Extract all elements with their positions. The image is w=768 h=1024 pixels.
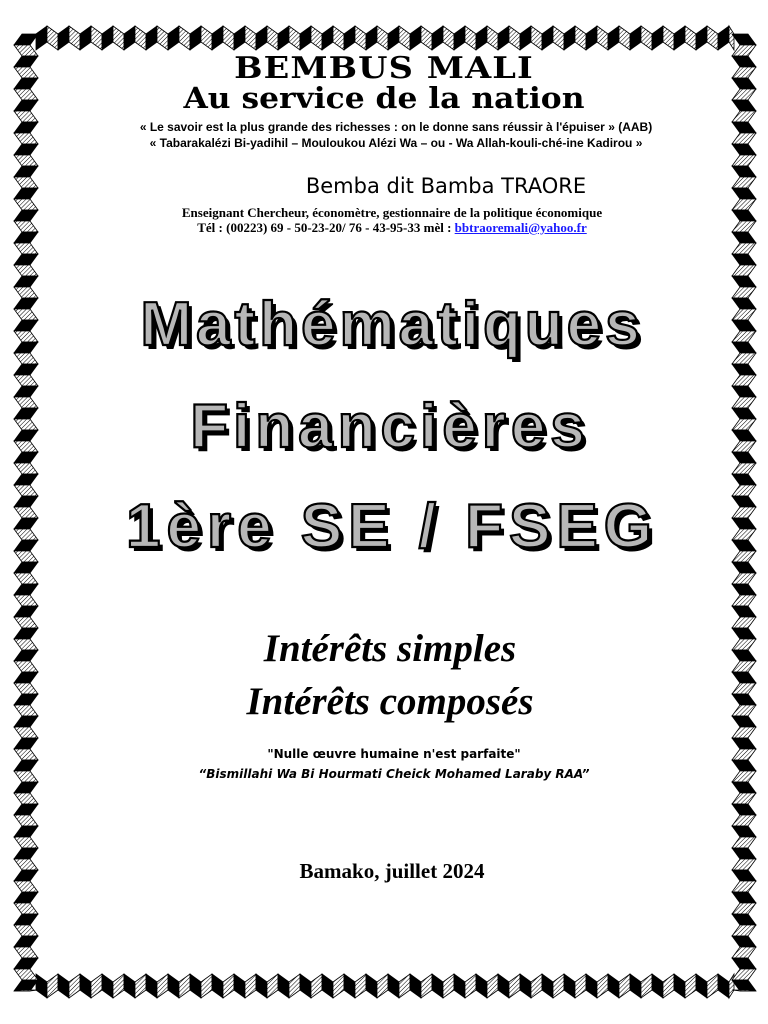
title-line-3: 1ère SE / FSEG	[126, 492, 658, 561]
border-segment	[267, 974, 278, 998]
border-segment	[102, 26, 113, 50]
border-segment	[630, 26, 641, 50]
header-quote: « Le savoir est la plus grande des richesses : on le donne sans réussir à l'épuiser » (AAB)	[139, 120, 653, 134]
border-segment	[333, 974, 344, 998]
border-segment	[14, 969, 38, 980]
border-segment	[14, 958, 38, 969]
border-segment	[707, 26, 718, 50]
border-segment	[91, 26, 102, 50]
border-segment	[732, 375, 756, 386]
border-segment	[14, 727, 38, 738]
border-segment	[124, 974, 135, 998]
border-segment	[14, 254, 38, 265]
border-segment	[256, 26, 267, 50]
border-segment	[14, 606, 38, 617]
border-segment	[179, 974, 190, 998]
border-segment	[14, 474, 38, 485]
email-link[interactable]: bbtraoremali@yahoo.fr	[454, 220, 587, 235]
border-segment	[245, 974, 256, 998]
border-segment	[14, 947, 38, 958]
border-segment	[732, 990, 756, 991]
border-segment	[190, 26, 201, 50]
border-segment	[102, 974, 113, 998]
border-segment	[212, 974, 223, 998]
border-segment	[14, 375, 38, 386]
border-segment	[476, 974, 487, 998]
border-segment	[707, 974, 718, 998]
border-segment	[732, 826, 756, 837]
border-segment	[531, 26, 542, 50]
border-segment	[14, 265, 38, 276]
border-segment	[14, 34, 38, 45]
border-segment	[69, 26, 80, 50]
border-segment	[454, 974, 465, 998]
border-segment	[597, 26, 608, 50]
border-segment	[663, 26, 674, 50]
border-segment	[520, 974, 531, 998]
border-segment	[696, 974, 707, 998]
border-segment	[388, 26, 399, 50]
border-segment	[732, 243, 756, 254]
border-segment	[168, 26, 179, 50]
border-segment	[564, 974, 575, 998]
border-segment	[685, 974, 696, 998]
border-segment	[333, 26, 344, 50]
border-segment	[732, 584, 756, 595]
border-segment	[630, 974, 641, 998]
border-segment	[732, 474, 756, 485]
border-segment	[674, 26, 685, 50]
border-segment	[399, 974, 410, 998]
border-segment	[201, 26, 212, 50]
border-segment	[223, 26, 234, 50]
contact-phone: Tél : (00223) 69 - 50-23-20/ 76 - 43-95-33 mèl :	[197, 220, 455, 235]
border-segment	[201, 974, 212, 998]
border-segment	[498, 26, 509, 50]
border-segment	[454, 26, 465, 50]
border-segment	[58, 974, 69, 998]
border-segment	[223, 974, 234, 998]
author-name: Bemba dit Bamba TRAORE	[305, 174, 587, 198]
border-segment	[311, 26, 322, 50]
border-segment	[80, 26, 91, 50]
border-segment	[575, 974, 586, 998]
border-segment	[113, 974, 124, 998]
border-segment	[14, 243, 38, 254]
border-segment	[245, 26, 256, 50]
border-segment	[732, 562, 756, 573]
border-segment	[399, 26, 410, 50]
border-segment	[586, 974, 597, 998]
border-segment	[289, 26, 300, 50]
border-segment	[432, 974, 443, 998]
border-segment	[732, 782, 756, 793]
border-segment	[146, 974, 157, 998]
border-segment	[14, 804, 38, 815]
border-segment	[344, 26, 355, 50]
border-segment	[685, 26, 696, 50]
border-segment	[732, 925, 756, 936]
border-segment	[652, 974, 663, 998]
border-segment	[14, 177, 38, 188]
border-segment	[674, 974, 685, 998]
border-segment	[14, 837, 38, 848]
border-segment	[91, 974, 102, 998]
border-segment	[619, 974, 630, 998]
border-segment	[732, 815, 756, 826]
border-segment	[732, 980, 756, 991]
border-segment	[14, 793, 38, 804]
border-segment	[732, 837, 756, 848]
border-segment	[300, 26, 311, 50]
org-motto: Au service de la nation	[183, 81, 585, 115]
border-segment	[732, 606, 756, 617]
border-segment	[732, 364, 756, 375]
border-segment	[14, 595, 38, 606]
border-segment	[732, 804, 756, 815]
border-segment	[14, 980, 38, 991]
border-segment	[729, 26, 734, 50]
border-segment	[58, 26, 69, 50]
border-segment	[344, 974, 355, 998]
border-segment	[432, 26, 443, 50]
border-segment	[14, 925, 38, 936]
border-segment	[388, 974, 399, 998]
border-segment	[14, 892, 38, 903]
border-segment	[575, 26, 586, 50]
border-segment	[322, 974, 333, 998]
org-name: BEMBUS MALI	[234, 51, 534, 86]
title-line-1: Mathématiques	[140, 290, 644, 359]
border-segment	[113, 26, 124, 50]
border-segment	[14, 573, 38, 584]
place-date: Bamako, juillet 2024	[299, 859, 485, 883]
border-segment	[443, 26, 454, 50]
border-segment	[410, 974, 421, 998]
border-segment	[732, 254, 756, 265]
border-segment	[641, 26, 652, 50]
border-segment	[641, 974, 652, 998]
border-segment	[732, 793, 756, 804]
border-segment	[300, 974, 311, 998]
border-segment	[212, 26, 223, 50]
border-segment	[732, 727, 756, 738]
border-segment	[14, 815, 38, 826]
border-segment	[135, 26, 146, 50]
border-segment	[278, 974, 289, 998]
title-line-2: Financières	[190, 392, 590, 461]
border-segment	[69, 974, 80, 998]
border-segment	[157, 26, 168, 50]
border-segment	[465, 974, 476, 998]
border-segment	[289, 974, 300, 998]
border-segment	[377, 974, 388, 998]
border-segment	[311, 974, 322, 998]
border-segment	[732, 947, 756, 958]
subtitle-line-1: Intérêts simples	[263, 627, 517, 670]
border-segment	[377, 26, 388, 50]
border-segment	[410, 26, 421, 50]
border-segment	[14, 276, 38, 287]
border-segment	[234, 26, 245, 50]
border-segment	[553, 974, 564, 998]
border-segment	[732, 892, 756, 903]
border-segment	[487, 26, 498, 50]
border-segment	[542, 974, 553, 998]
border-segment	[47, 26, 58, 50]
border-segment	[732, 276, 756, 287]
border-segment	[732, 958, 756, 969]
border-segment	[179, 26, 190, 50]
border-segment	[278, 26, 289, 50]
header-quote-secondary: « Tabarakalézi Bi-yadihil – Mouloukou Alézi Wa – ou - Wa Allah-kouli-ché-ine Kadirou »	[149, 136, 643, 150]
border-segment	[146, 26, 157, 50]
border-segment	[366, 26, 377, 50]
border-segment	[542, 26, 553, 50]
border-segment	[80, 974, 91, 998]
border-segment	[652, 26, 663, 50]
border-segment	[14, 155, 38, 166]
border-segment	[14, 463, 38, 474]
border-segment	[157, 974, 168, 998]
border-segment	[509, 974, 520, 998]
author-contact	[8, 220, 768, 235]
border-segment	[553, 26, 564, 50]
border-segment	[14, 584, 38, 595]
border-segment	[14, 914, 38, 925]
border-segment	[732, 903, 756, 914]
border-segment	[732, 573, 756, 584]
border-segment	[135, 974, 146, 998]
border-segment	[732, 155, 756, 166]
border-segment	[36, 26, 47, 50]
border-segment	[14, 364, 38, 375]
border-segment	[586, 26, 597, 50]
border-segment	[732, 34, 756, 45]
border-segment	[14, 166, 38, 177]
border-segment	[47, 974, 58, 998]
border-segment	[619, 26, 630, 50]
border-segment	[732, 969, 756, 980]
border-segment	[267, 26, 278, 50]
border-segment	[465, 26, 476, 50]
border-segment	[732, 595, 756, 606]
border-segment	[14, 782, 38, 793]
subtitle-line-2: Intérêts composés	[246, 680, 534, 723]
border-segment	[487, 974, 498, 998]
border-segment	[14, 936, 38, 947]
border-segment	[322, 26, 333, 50]
saying: "Nulle œuvre humaine n'est parfaite"	[267, 747, 521, 761]
prayer: “Bismillahi Wa Bi Hourmati Cheick Mohamed Laraby RAA”	[198, 767, 590, 781]
border-segment	[421, 974, 432, 998]
border-segment	[234, 974, 245, 998]
border-segment	[608, 26, 619, 50]
border-segment	[14, 903, 38, 914]
border-segment	[509, 26, 520, 50]
border-segment	[732, 265, 756, 276]
border-segment	[124, 26, 135, 50]
border-segment	[718, 974, 729, 998]
author-role: Enseignant Chercheur, économètre, gestionnaire de la politique économique	[181, 205, 603, 220]
border-segment	[256, 974, 267, 998]
border-segment	[696, 26, 707, 50]
border-segment	[14, 990, 38, 991]
border-segment	[36, 974, 47, 998]
border-segment	[190, 974, 201, 998]
border-segment	[421, 26, 432, 50]
border-segment	[168, 974, 179, 998]
border-segment	[718, 26, 729, 50]
border-segment	[531, 974, 542, 998]
border-segment	[476, 26, 487, 50]
border-segment	[732, 914, 756, 925]
border-segment	[729, 974, 734, 998]
border-segment	[564, 26, 575, 50]
border-segment	[366, 974, 377, 998]
border-segment	[608, 974, 619, 998]
border-segment	[520, 26, 531, 50]
border-segment	[14, 826, 38, 837]
border-segment	[663, 974, 674, 998]
border-segment	[14, 188, 38, 199]
border-segment	[355, 26, 366, 50]
border-segment	[732, 936, 756, 947]
border-segment	[355, 974, 366, 998]
border-segment	[597, 974, 608, 998]
border-segment	[443, 974, 454, 998]
border-segment	[498, 974, 509, 998]
border-segment	[14, 562, 38, 573]
border-segment	[732, 463, 756, 474]
